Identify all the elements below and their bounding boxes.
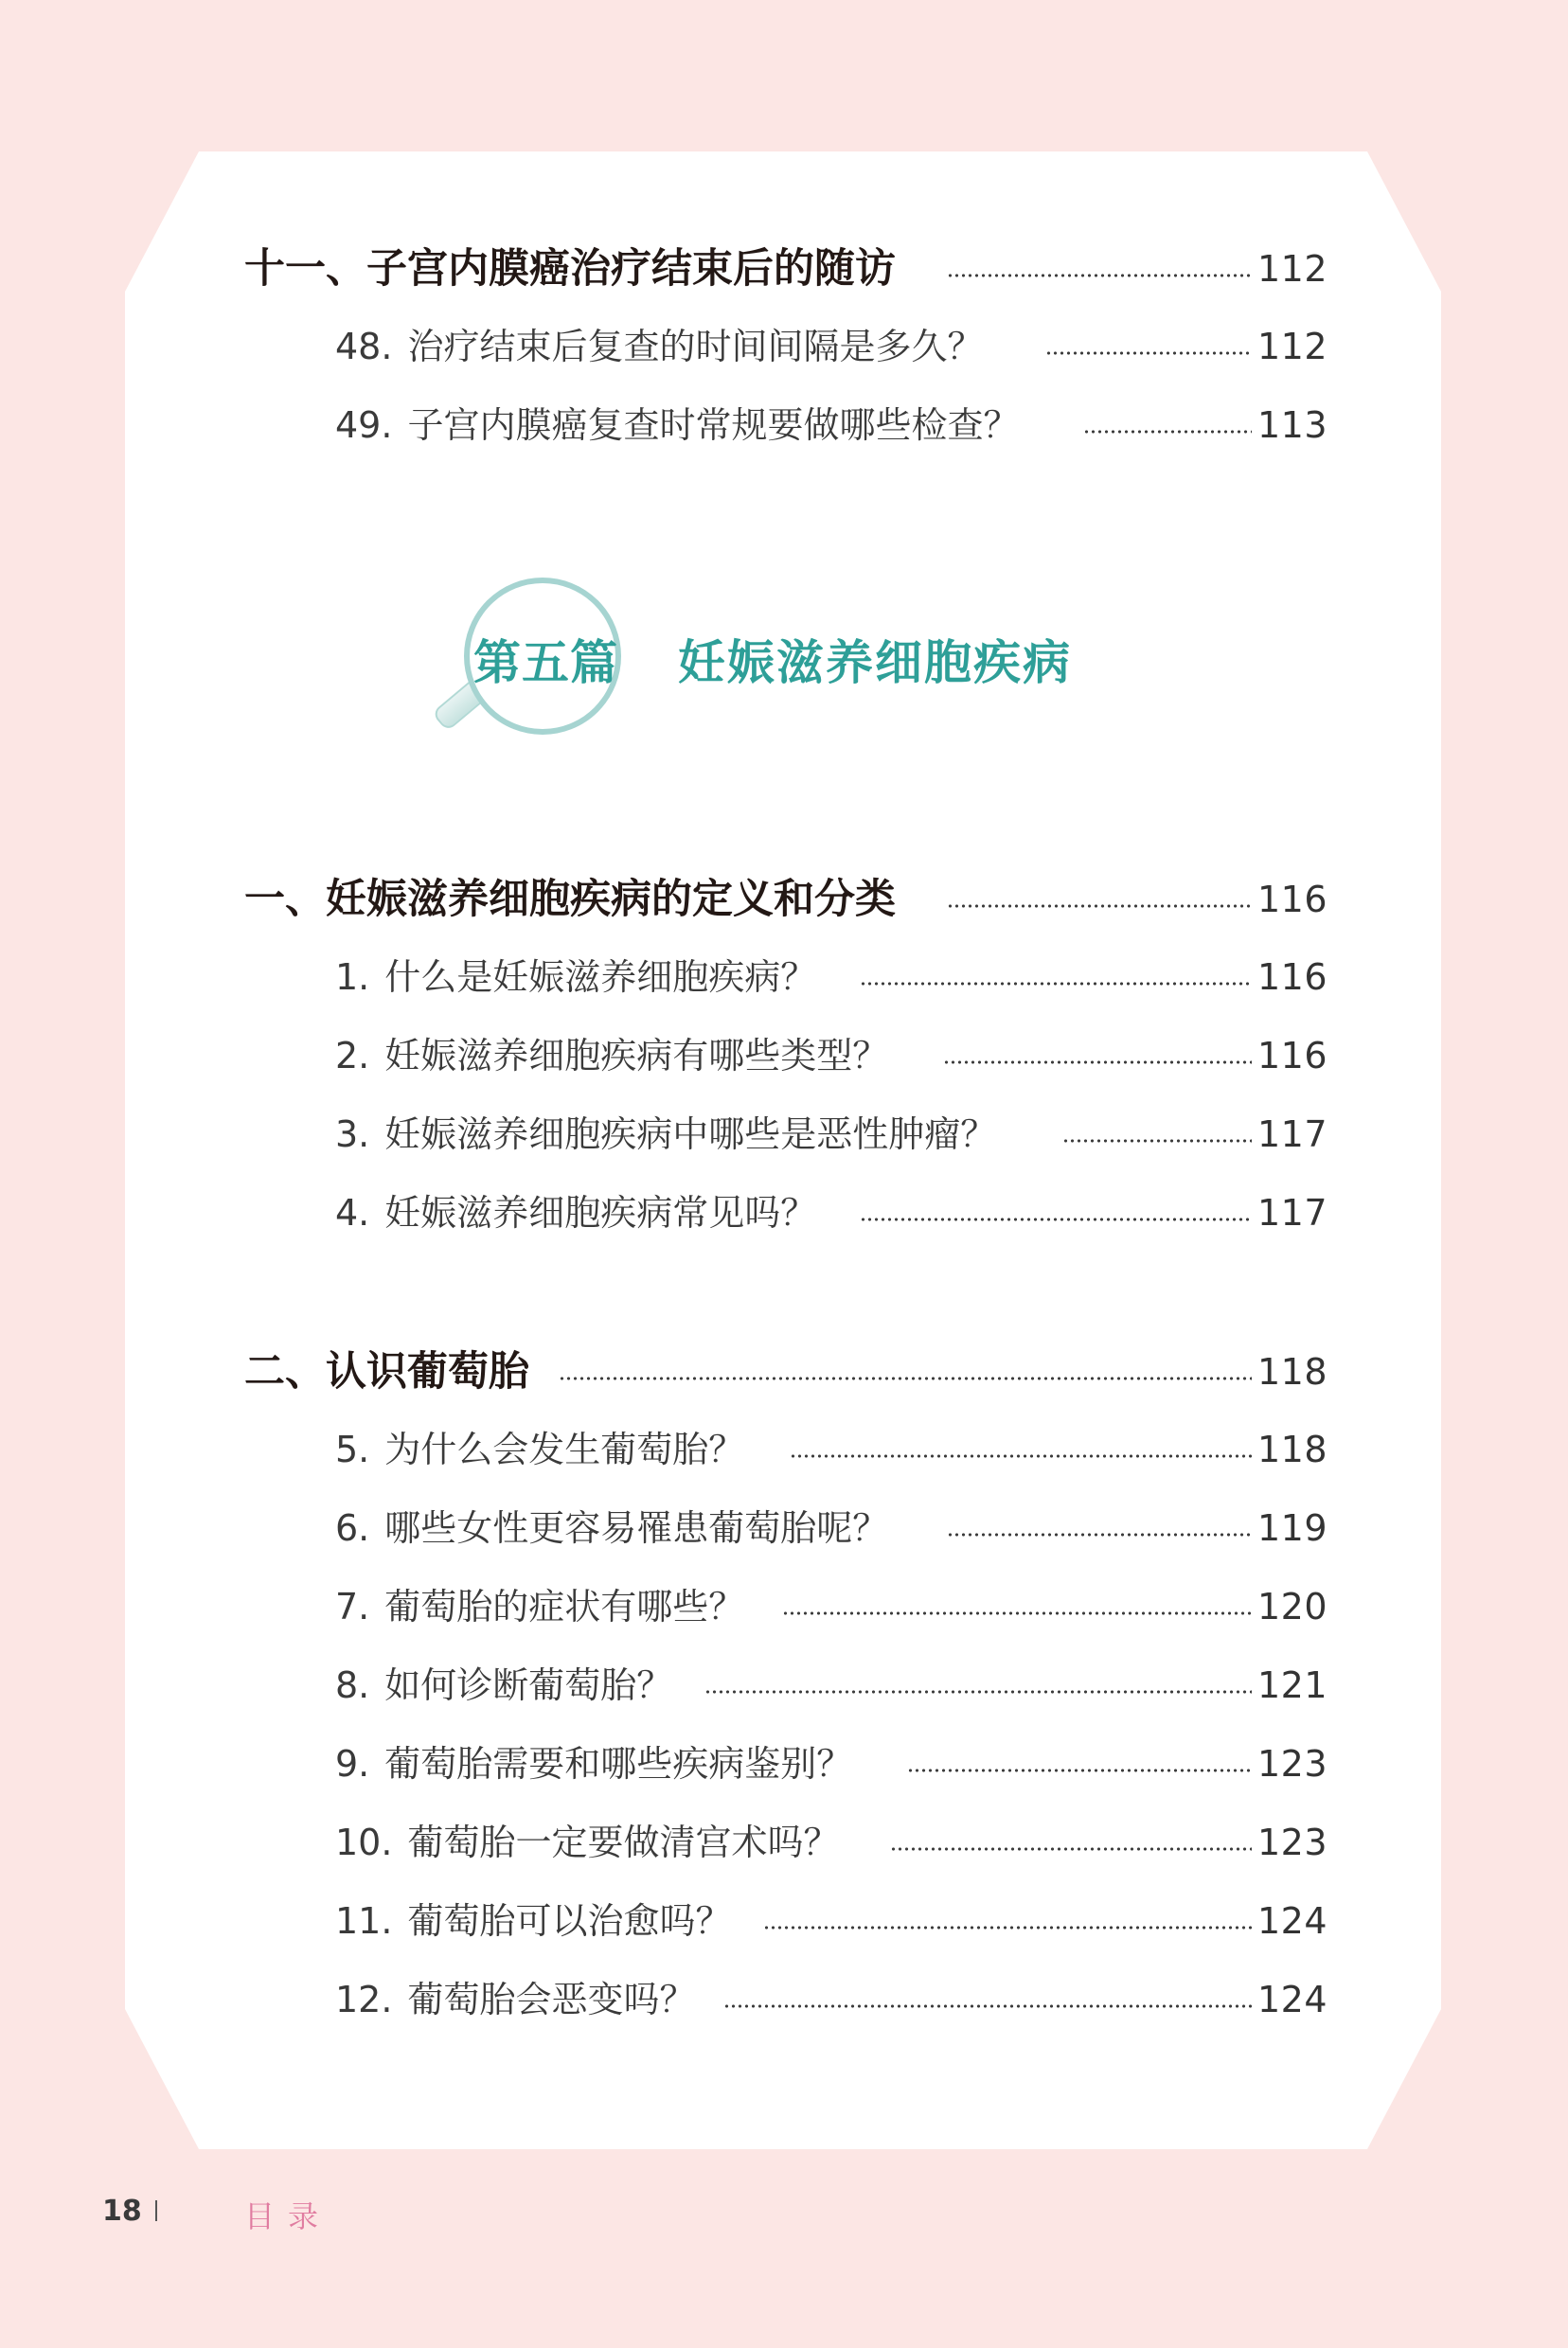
toc-item-number: 48. xyxy=(335,326,393,367)
toc-item-10[interactable] xyxy=(0,1814,1568,1871)
footer-label: 目录 xyxy=(244,2198,332,2234)
toc-item-5[interactable] xyxy=(0,1421,1568,1478)
toc-item-title: 子宫内膜癌复查时常规要做哪些检查？ xyxy=(407,404,1020,446)
toc-leader-dots xyxy=(947,240,1252,297)
toc-section-title: 二、认识葡萄胎 xyxy=(244,1348,529,1396)
toc-leader-dots xyxy=(763,1893,1252,1949)
toc-item-3[interactable] xyxy=(0,1106,1568,1163)
toc-item-number: 49. xyxy=(335,404,393,446)
toc-item-number: 9. xyxy=(335,1743,370,1785)
footer-page-number: 18 xyxy=(102,2195,142,2228)
toc-item-8[interactable] xyxy=(0,1657,1568,1714)
toc-item-48[interactable] xyxy=(0,318,1568,375)
toc-leader-dots xyxy=(947,1500,1252,1556)
toc-item-number: 7. xyxy=(335,1586,370,1628)
toc-page-number: 124 xyxy=(1257,1900,1328,1942)
toc-page-number: 112 xyxy=(1257,248,1328,290)
toc-leader-dots xyxy=(860,949,1252,1005)
toc-page-number: 123 xyxy=(1257,1743,1328,1785)
toc-leader-dots xyxy=(1083,397,1252,454)
toc-page-number: 116 xyxy=(1257,956,1328,998)
toc-page-number: 112 xyxy=(1257,326,1328,367)
toc-leader-dots xyxy=(723,1971,1252,2028)
toc-page-number: 124 xyxy=(1257,1979,1328,2020)
toc-item-11[interactable] xyxy=(0,1893,1568,1949)
toc-leader-dots xyxy=(704,1657,1252,1714)
toc-item-title: 如何诊断葡萄胎？ xyxy=(384,1664,673,1706)
toc-page-number: 113 xyxy=(1257,404,1328,446)
toc-leader-dots xyxy=(890,1814,1252,1871)
toc-item-4[interactable] xyxy=(0,1184,1568,1241)
toc-item-title: 妊娠滋养细胞疾病有哪些类型？ xyxy=(384,1035,889,1076)
toc-leader-dots xyxy=(943,1027,1252,1084)
toc-item-title: 葡萄胎需要和哪些疾病鉴别？ xyxy=(384,1743,853,1785)
toc-page-number: 121 xyxy=(1257,1664,1328,1706)
toc-section-11[interactable] xyxy=(0,240,1568,297)
toc-item-title: 什么是妊娠滋养细胞疾病？ xyxy=(384,956,817,998)
toc-item-7[interactable] xyxy=(0,1578,1568,1635)
toc-item-2[interactable] xyxy=(0,1027,1568,1084)
toc-leader-dots xyxy=(559,1343,1252,1400)
toc-leader-dots xyxy=(947,871,1252,928)
toc-item-title: 葡萄胎的症状有哪些？ xyxy=(384,1586,745,1628)
toc-page-number: 123 xyxy=(1257,1822,1328,1863)
toc-section-title: 十一、子宫内膜癌治疗结束后的随访 xyxy=(244,245,896,293)
toc-section-title: 一、妊娠滋养细胞疾病的定义和分类 xyxy=(244,876,896,923)
toc-page-number: 117 xyxy=(1257,1113,1328,1155)
part-number: 第五篇 xyxy=(473,635,618,690)
toc-item-number: 3. xyxy=(335,1113,370,1155)
toc-item-6[interactable] xyxy=(0,1500,1568,1556)
toc-item-title: 葡萄胎会恶变吗？ xyxy=(407,1979,696,2020)
part-heading xyxy=(436,568,1155,767)
toc-item-title: 治疗结束后复查的时间间隔是多久？ xyxy=(407,326,984,367)
toc-item-number: 6. xyxy=(335,1507,370,1549)
part-title: 妊娠滋养细胞疾病 xyxy=(678,635,1072,690)
toc-leader-dots xyxy=(907,1735,1252,1792)
toc-item-title: 妊娠滋养细胞疾病常见吗？ xyxy=(384,1192,817,1234)
toc-item-number: 1. xyxy=(335,956,370,998)
toc-leader-dots xyxy=(860,1184,1252,1241)
toc-page-number: 120 xyxy=(1257,1586,1328,1628)
toc-item-1[interactable] xyxy=(0,949,1568,1005)
toc-item-title: 葡萄胎可以治愈吗？ xyxy=(407,1900,732,1942)
toc-leader-dots xyxy=(782,1578,1252,1635)
toc-section-1[interactable] xyxy=(0,871,1568,928)
toc-leader-dots xyxy=(1062,1106,1252,1163)
toc-item-number: 2. xyxy=(335,1035,370,1076)
toc-item-title: 葡萄胎一定要做清宫术吗？ xyxy=(407,1822,840,1863)
toc-page-number: 117 xyxy=(1257,1192,1328,1234)
toc-leader-dots xyxy=(1045,318,1252,375)
toc-page-number: 118 xyxy=(1257,1429,1328,1470)
toc-item-number: 8. xyxy=(335,1664,370,1706)
toc-section-2[interactable] xyxy=(0,1343,1568,1400)
toc-page-number: 116 xyxy=(1257,879,1328,920)
toc-page-number: 118 xyxy=(1257,1351,1328,1393)
toc-item-title: 哪些女性更容易罹患葡萄胎呢？ xyxy=(384,1507,889,1549)
toc-item-title: 为什么会发生葡萄胎？ xyxy=(384,1429,745,1470)
toc-item-number: 11. xyxy=(335,1900,393,1942)
toc-page-number: 116 xyxy=(1257,1035,1328,1076)
toc-item-number: 12. xyxy=(335,1979,393,2020)
toc-item-number: 4. xyxy=(335,1192,370,1234)
toc-item-49[interactable] xyxy=(0,397,1568,454)
toc-item-number: 10. xyxy=(335,1822,393,1863)
toc-item-12[interactable] xyxy=(0,1971,1568,2028)
toc-leader-dots xyxy=(790,1421,1252,1478)
footer-separator xyxy=(155,2200,157,2221)
toc-item-9[interactable] xyxy=(0,1735,1568,1792)
toc-item-number: 5. xyxy=(335,1429,370,1470)
toc-item-title: 妊娠滋养细胞疾病中哪些是恶性肿瘤？ xyxy=(384,1113,997,1155)
toc-page-number: 119 xyxy=(1257,1507,1328,1549)
